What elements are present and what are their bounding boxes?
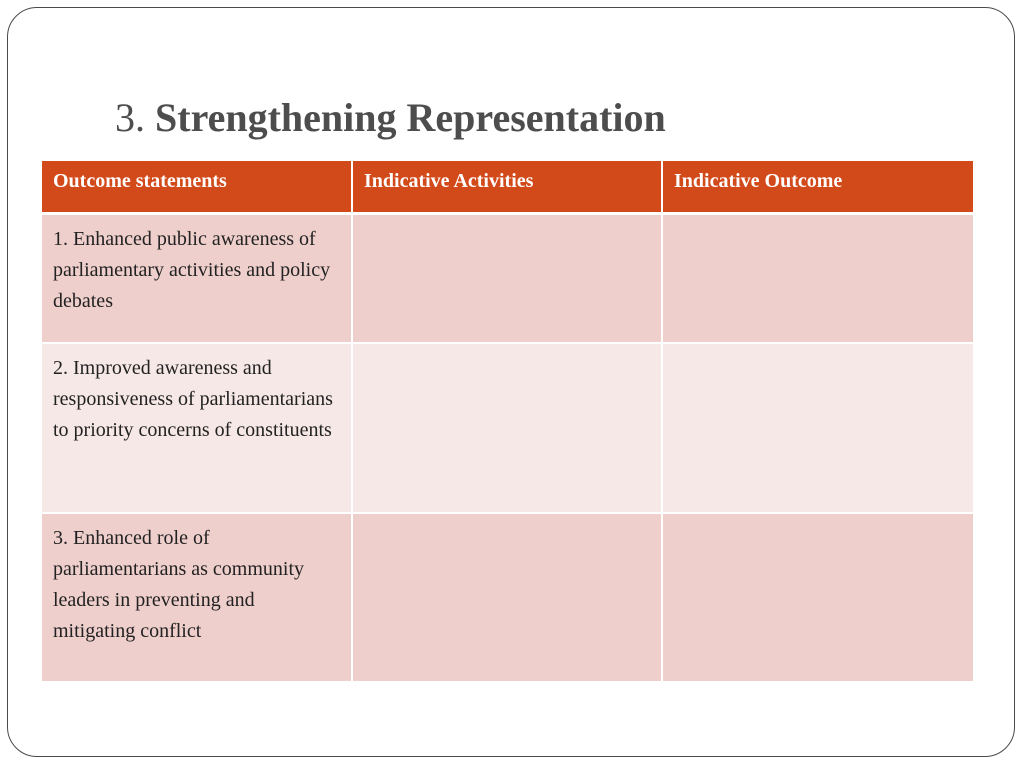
- table-header-row: [42, 161, 973, 213]
- header-indicative-activities: Indicative Activities: [352, 161, 662, 213]
- outcomes-table: [42, 161, 973, 681]
- header-outcome-statements: Outcome statements: [42, 161, 352, 213]
- table-row: [42, 213, 973, 343]
- slide-title: [115, 94, 666, 142]
- outcome-statement-cell: 2. Improved awareness and responsiveness of parliamentarians to priority concerns of constituents: [42, 343, 352, 513]
- table-row: [42, 343, 973, 513]
- table-row: [42, 513, 973, 681]
- indicative-outcome-cell: [662, 343, 973, 513]
- outcome-statement-cell: 1. Enhanced public awareness of parliamentary activities and policy debates: [42, 213, 352, 343]
- slide-title-text: Strengthening Representation: [155, 95, 666, 140]
- header-indicative-outcome: Indicative Outcome: [662, 161, 973, 213]
- outcome-statement-cell: 3. Enhanced role of parliamentarians as community leaders in preventing and mitigating conflict: [42, 513, 352, 681]
- indicative-outcome-cell: [662, 513, 973, 681]
- indicative-activities-cell: [352, 343, 662, 513]
- indicative-activities-cell: [352, 213, 662, 343]
- slide-title-number: 3.: [115, 95, 145, 140]
- indicative-outcome-cell: [662, 213, 973, 343]
- indicative-activities-cell: [352, 513, 662, 681]
